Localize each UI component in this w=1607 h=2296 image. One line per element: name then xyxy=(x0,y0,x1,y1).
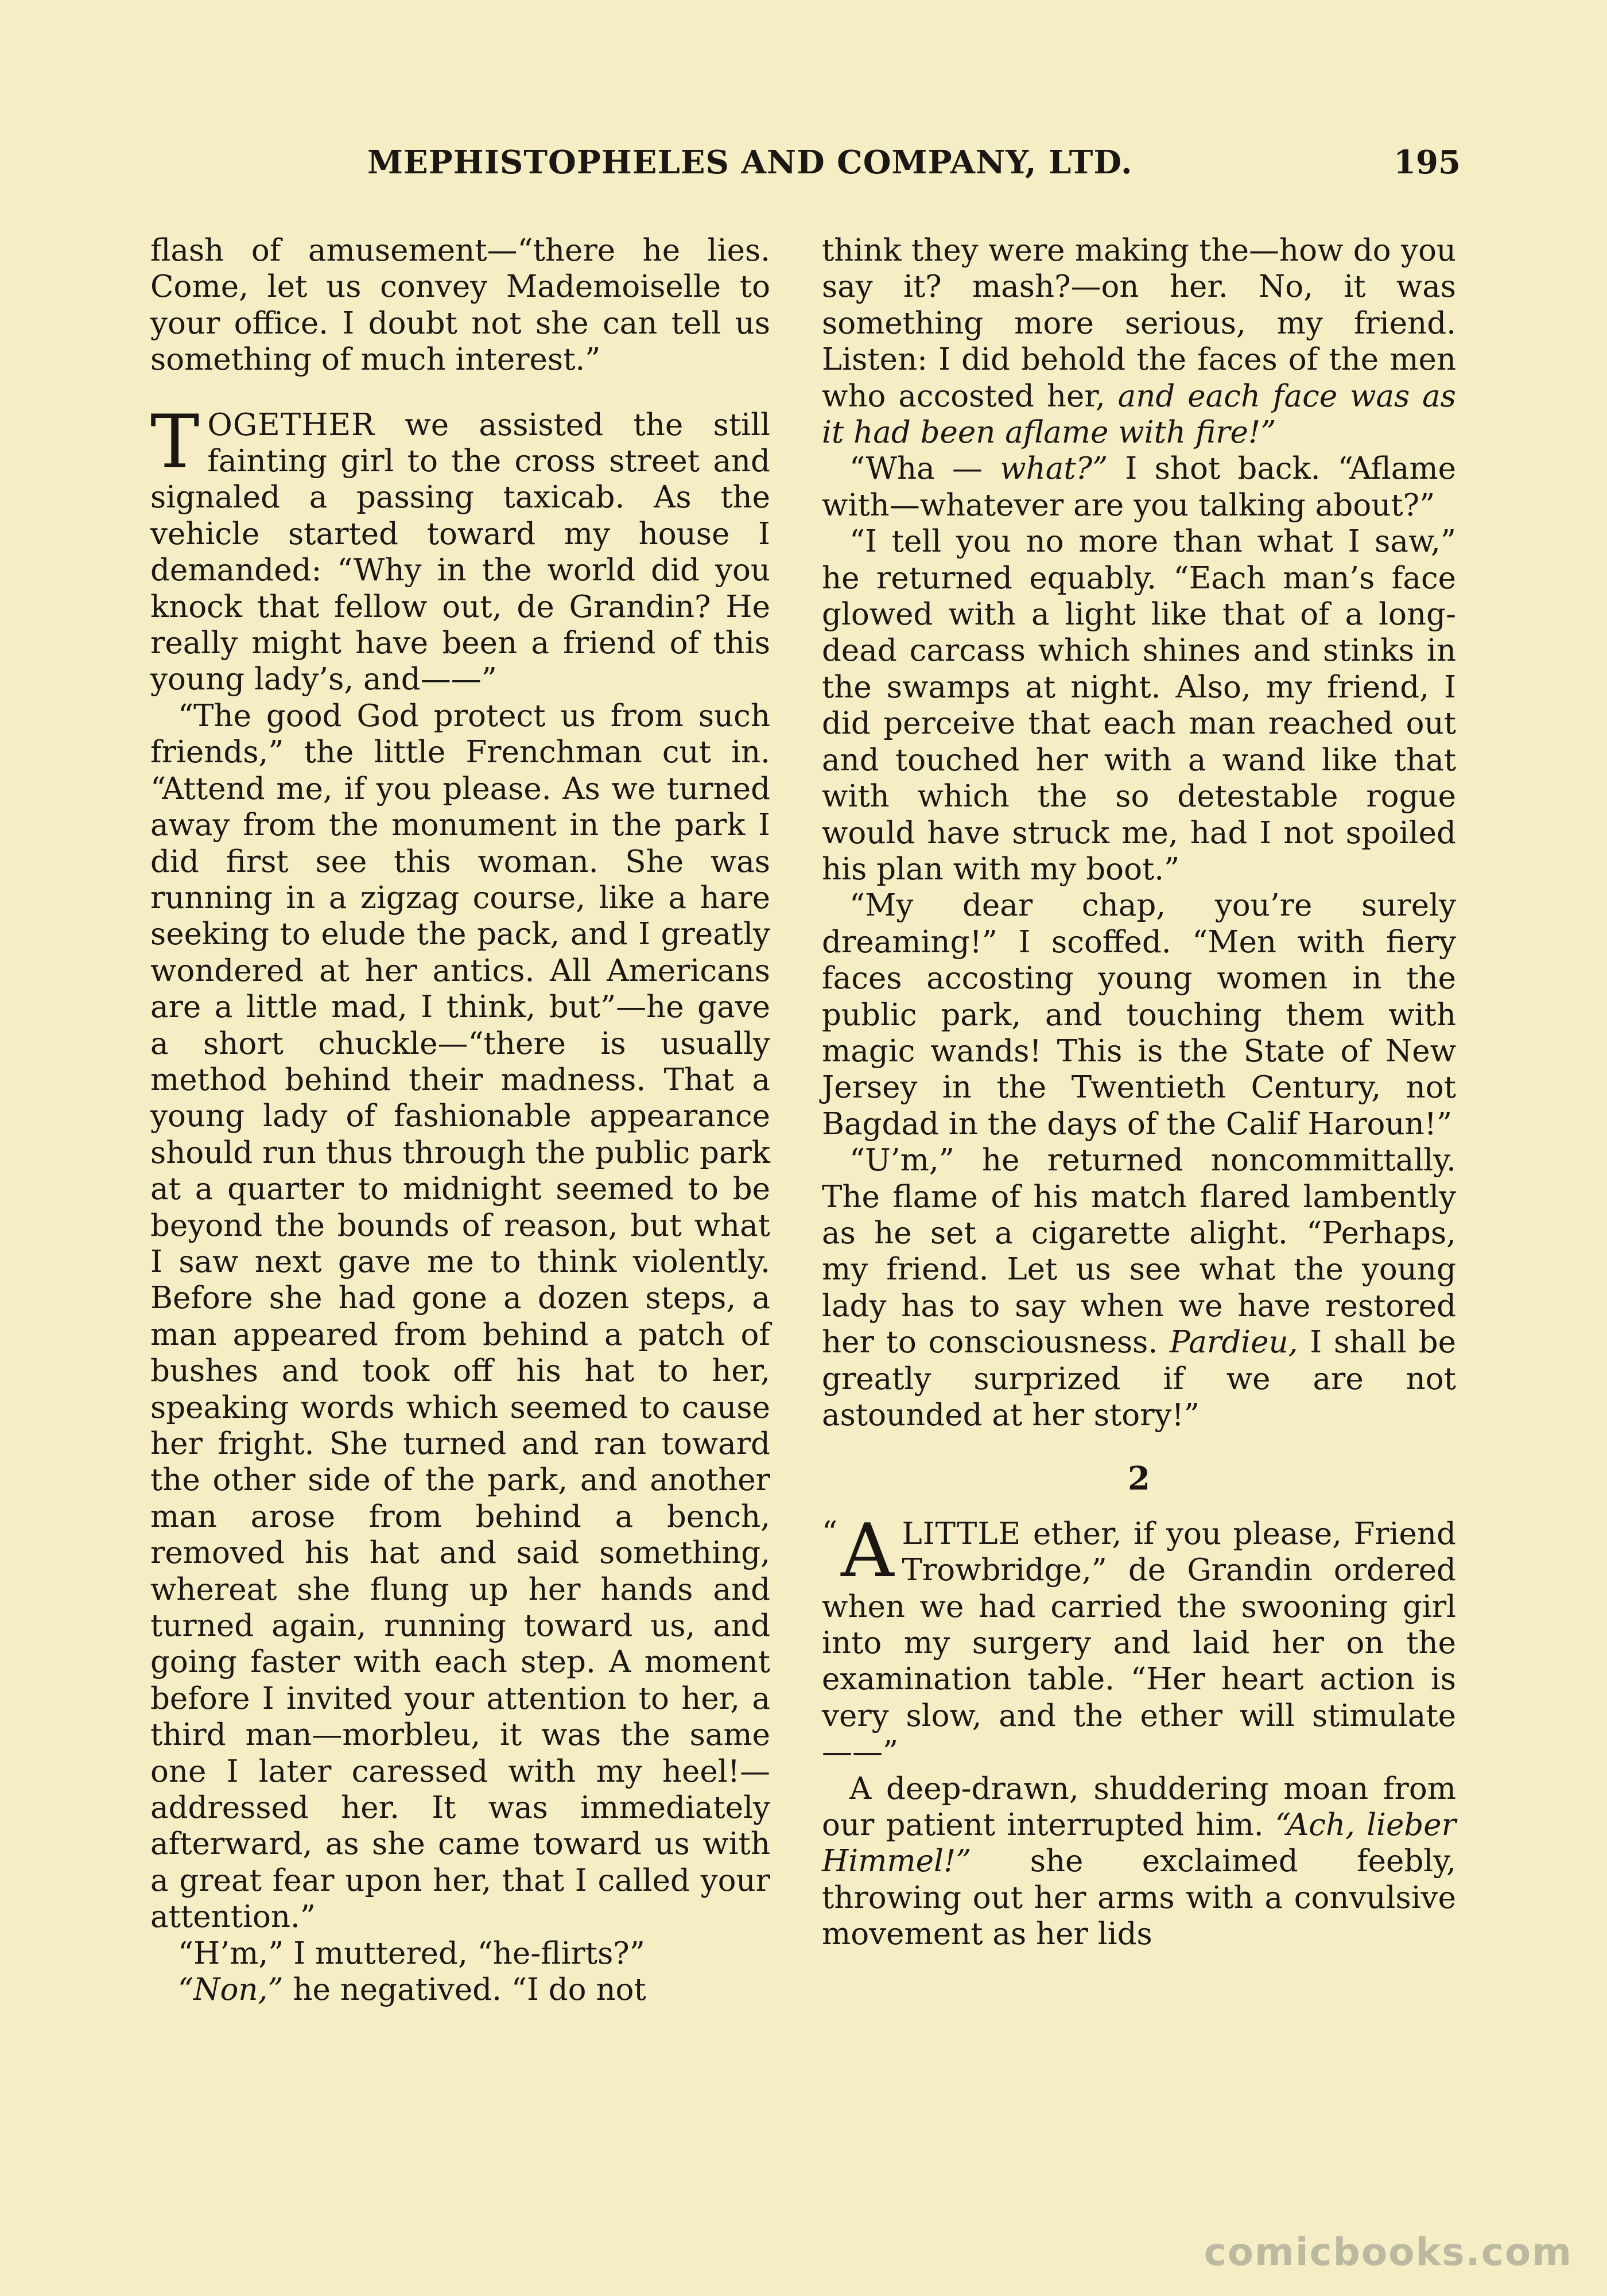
italic-run: “Non,” xyxy=(178,1972,284,2008)
text-run: “I tell you no more than what I saw,” he returned equably. “Each man’s face glowed with a light like that of a long-dead carcass which shines and stinks in the swamps at night. Also, my friend, I did perceive that each man reached out and touched her with a wand like that with which the so detestable rogue would have struck me, had I not spoiled his plan with my boot.” xyxy=(822,524,1456,887)
text-run: we assisted the still fainting girl to the cross street and signaled a passing taxicab. As the vehicle started toward my house I demanded: “Why in the world did you knock that fellow out, de Grandin? He really might have been a friend of this young lady’s, and——” xyxy=(150,407,770,697)
paragraph xyxy=(150,1972,770,2008)
italic-run: “Ach, lieber Himmel!” xyxy=(822,1808,1456,1879)
paragraph xyxy=(150,232,770,378)
paragraph xyxy=(150,698,770,1936)
paragraph xyxy=(822,1142,1456,1433)
page-number: 195 xyxy=(1393,144,1461,181)
running-title: MEPHISTOPHELES AND COMPANY, LTD. xyxy=(367,144,1133,181)
text-run: A deep-drawn, shuddering moan from our patient interrupted him. xyxy=(822,1771,1456,1843)
text-run: “Wha — xyxy=(849,451,1000,487)
text-run: think they were making the—how do you say it? mash?—on her. No, it was something more serious, my friend. Listen: I did behold the faces of the men who accosted her, xyxy=(822,233,1456,414)
small-caps-lead: LITTLE xyxy=(902,1516,1022,1552)
drop-cap: T xyxy=(150,399,200,485)
text-run: I shot back. “Aflame with—whatever are you talking about?” xyxy=(822,451,1456,523)
paragraph xyxy=(822,887,1456,1142)
paragraph xyxy=(822,1771,1456,1953)
paragraph xyxy=(822,523,1456,887)
paragraph-dropcap xyxy=(150,399,770,698)
italic-run: and each face was as it had been aflame with fire!” xyxy=(822,378,1456,451)
left-column xyxy=(150,232,770,2008)
running-head xyxy=(367,144,1461,189)
text-run: “H’m,” I muttered, “he-flirts?” xyxy=(178,1936,645,1971)
italic-run: what?” xyxy=(1000,451,1108,487)
paragraph xyxy=(150,1936,770,1972)
text-run: she exclaimed feebly, throwing out her arms with a convulsive movement as her lids xyxy=(822,1844,1456,1952)
opening-quote: “ xyxy=(822,1515,838,1550)
small-caps-lead: OGETHER xyxy=(207,407,375,443)
paragraph xyxy=(822,232,1456,451)
paragraph-dropcap xyxy=(822,1508,1456,1771)
text-run: “My dear chap, you’re surely dreaming!” I scoffed. “Men with fiery faces accosting young women in the public park, and touching them with magic wands! This is the State of New Jersey in the Twentieth Century, not Bagdad in the days of the Calif Haroun!” xyxy=(822,888,1456,1142)
right-column xyxy=(822,232,1456,1953)
text-run: flash of amusement—“there he lies. Come, let us convey Mademoiselle to your office. I doubt not she can tell us something of much interest.” xyxy=(150,233,770,378)
watermark: comicbooks.com xyxy=(1204,2230,1573,2274)
text-run: “U’m,” he returned noncommittally. The flame of his match flared lambently as he set a cigarette alight. “Perhaps, my friend. Let us see what the young lady has to say when we have restored her to consciousness. xyxy=(822,1143,1456,1360)
paragraph xyxy=(822,451,1456,523)
text-run: he negatived. “I do not xyxy=(283,1972,646,2008)
italic-run: Pardieu, xyxy=(1170,1325,1298,1360)
drop-cap: A xyxy=(841,1508,894,1594)
section-number: 2 xyxy=(1128,1460,1150,1498)
text-run: “The good God protect us from such friends,” the little Frenchman cut in. “Attend me, if you please. As we turned away from the monument in the park I did first see this woman. She was running in a zigzag course, like a hare seeking to elude the pack, and I greatly wondered at her antics. All Americans are a little mad, I think, but”—he gave a short chuckle—“there is usually method behind their madness. That a young lady of fashionable appearance should run thus through the public park at a quarter to midnight seemed to be beyond the bounds of reason, but what I saw next gave me to think violently. Before she had gone a dozen steps, a man appeared from behind a patch of bushes and took off his hat to her, speaking words which seemed to cause her fright. She turned and ran toward the other side of the park, and another man arose from behind a bench, removed his hat and said something, whereat she flung up her hands and turned again, running toward us, and going faster with each step. A moment before I invited your attention to her, a third man—morbleu, it was the same one I later caressed with my heel!—addressed her. It was immediately afterward, as she came toward us with a great fear upon her, that I called your attention.” xyxy=(150,698,770,1935)
text-run: I shall be greatly surprized if we are not astounded at her story!” xyxy=(822,1325,1456,1433)
text-run: ether, if you please, Friend Trowbridge,” de Grandin ordered when we had carried the swooning girl into my surgery and laid her on the examination table. “Her heart action is very slow, and the ether will stimulate——” xyxy=(822,1516,1456,1770)
